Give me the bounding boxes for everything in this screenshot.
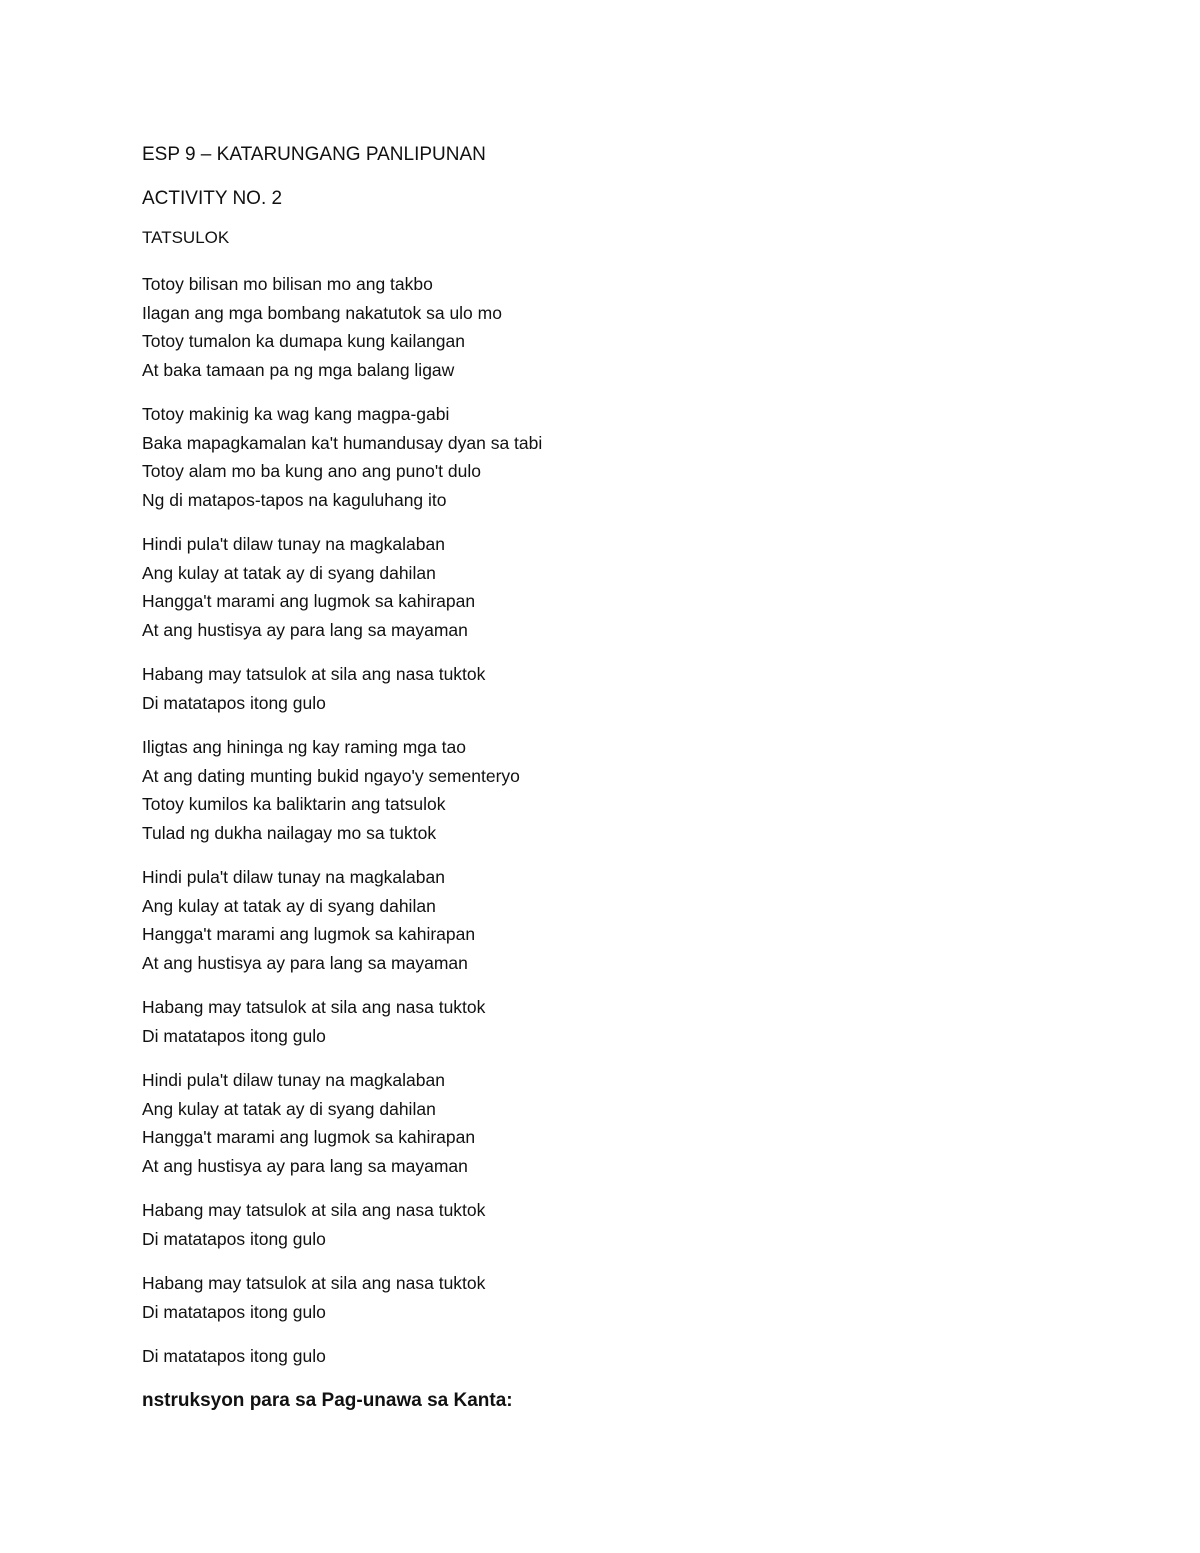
lyrics-stanza [142, 863, 1042, 977]
lyrics-line: Totoy kumilos ka baliktarin ang tatsulok [142, 794, 446, 814]
lyrics-line: Hindi pula't dilaw tunay na magkalaban [142, 534, 445, 554]
activity-number: ACTIVITY NO. 2 [142, 188, 283, 209]
lyrics-line: Tulad ng dukha nailagay mo sa tuktok [142, 822, 437, 843]
lyrics-stanza [142, 1342, 1042, 1371]
lyrics-line: Habang may tatsulok at sila ang nasa tuktok [142, 1200, 486, 1220]
lyrics-line: At ang hustisya ay para lang sa mayaman [142, 1155, 468, 1176]
lyrics-line: Totoy makinig ka wag kang magpa-gabi [142, 404, 450, 424]
lyrics-line: Hangga't marami ang lugmok sa kahirapan [142, 1127, 476, 1147]
lyrics-line: Di matatapos itong gulo [142, 1228, 326, 1249]
lyrics-line: Habang may tatsulok at sila ang nasa tuktok [142, 664, 486, 684]
document-content [142, 142, 1042, 1415]
lyrics-line: Di matatapos itong gulo [142, 692, 326, 713]
lyrics-line: Hangga't marami ang lugmok sa kahirapan [142, 924, 476, 944]
song-lyrics [142, 270, 1042, 1371]
lyrics-stanza [142, 660, 1042, 717]
lyrics-stanza [142, 1269, 1042, 1326]
lyrics-line: Di matatapos itong gulo [142, 1025, 326, 1046]
lyrics-stanza [142, 400, 1042, 514]
lyrics-stanza [142, 1066, 1042, 1180]
document-title: ESP 9 – KATARUNGANG PANLIPUNAN [142, 144, 486, 165]
lyrics-line: Ilagan ang mga bombang nakatutok sa ulo mo [142, 302, 502, 323]
lyrics-line: Habang may tatsulok at sila ang nasa tuktok [142, 1273, 486, 1293]
lyrics-line: Di matatapos itong gulo [142, 1346, 326, 1366]
lyrics-line: Ang kulay at tatak ay di syang dahilan [142, 562, 436, 583]
lyrics-line: Hangga't marami ang lugmok sa kahirapan [142, 591, 476, 611]
song-title: TATSULOK [142, 228, 230, 247]
lyrics-line: Ang kulay at tatak ay di syang dahilan [142, 1098, 436, 1119]
lyrics-line: Iligtas ang hininga ng kay raming mga tao [142, 737, 466, 757]
lyrics-line: At baka tamaan pa ng mga balang ligaw [142, 359, 455, 380]
lyrics-line: Baka mapagkamalan ka't humandusay dyan sa tabi [142, 432, 543, 453]
lyrics-line: At ang hustisya ay para lang sa mayaman [142, 952, 468, 973]
lyrics-stanza [142, 1196, 1042, 1253]
lyrics-line: Hindi pula't dilaw tunay na magkalaban [142, 867, 445, 887]
lyrics-stanza [142, 530, 1042, 644]
lyrics-line: Totoy tumalon ka dumapa kung kailangan [142, 331, 465, 351]
lyrics-stanza [142, 270, 1042, 384]
lyrics-line: Di matatapos itong gulo [142, 1301, 326, 1322]
lyrics-line: Totoy bilisan mo bilisan mo ang takbo [142, 274, 433, 294]
lyrics-line: Ng di matapos-tapos na kaguluhang ito [142, 489, 447, 510]
lyrics-line: At ang hustisya ay para lang sa mayaman [142, 619, 468, 640]
lyrics-line: Hindi pula't dilaw tunay na magkalaban [142, 1070, 445, 1090]
lyrics-line: Habang may tatsulok at sila ang nasa tuktok [142, 997, 486, 1017]
instructions-heading: nstruksyon para sa Pag-unawa sa Kanta: [142, 1389, 513, 1411]
lyrics-stanza [142, 993, 1042, 1050]
lyrics-stanza [142, 733, 1042, 847]
lyrics-line: Totoy alam mo ba kung ano ang puno't dulo [142, 461, 481, 481]
lyrics-line: Ang kulay at tatak ay di syang dahilan [142, 895, 436, 916]
lyrics-line: At ang dating munting bukid ngayo'y sementeryo [142, 765, 520, 786]
